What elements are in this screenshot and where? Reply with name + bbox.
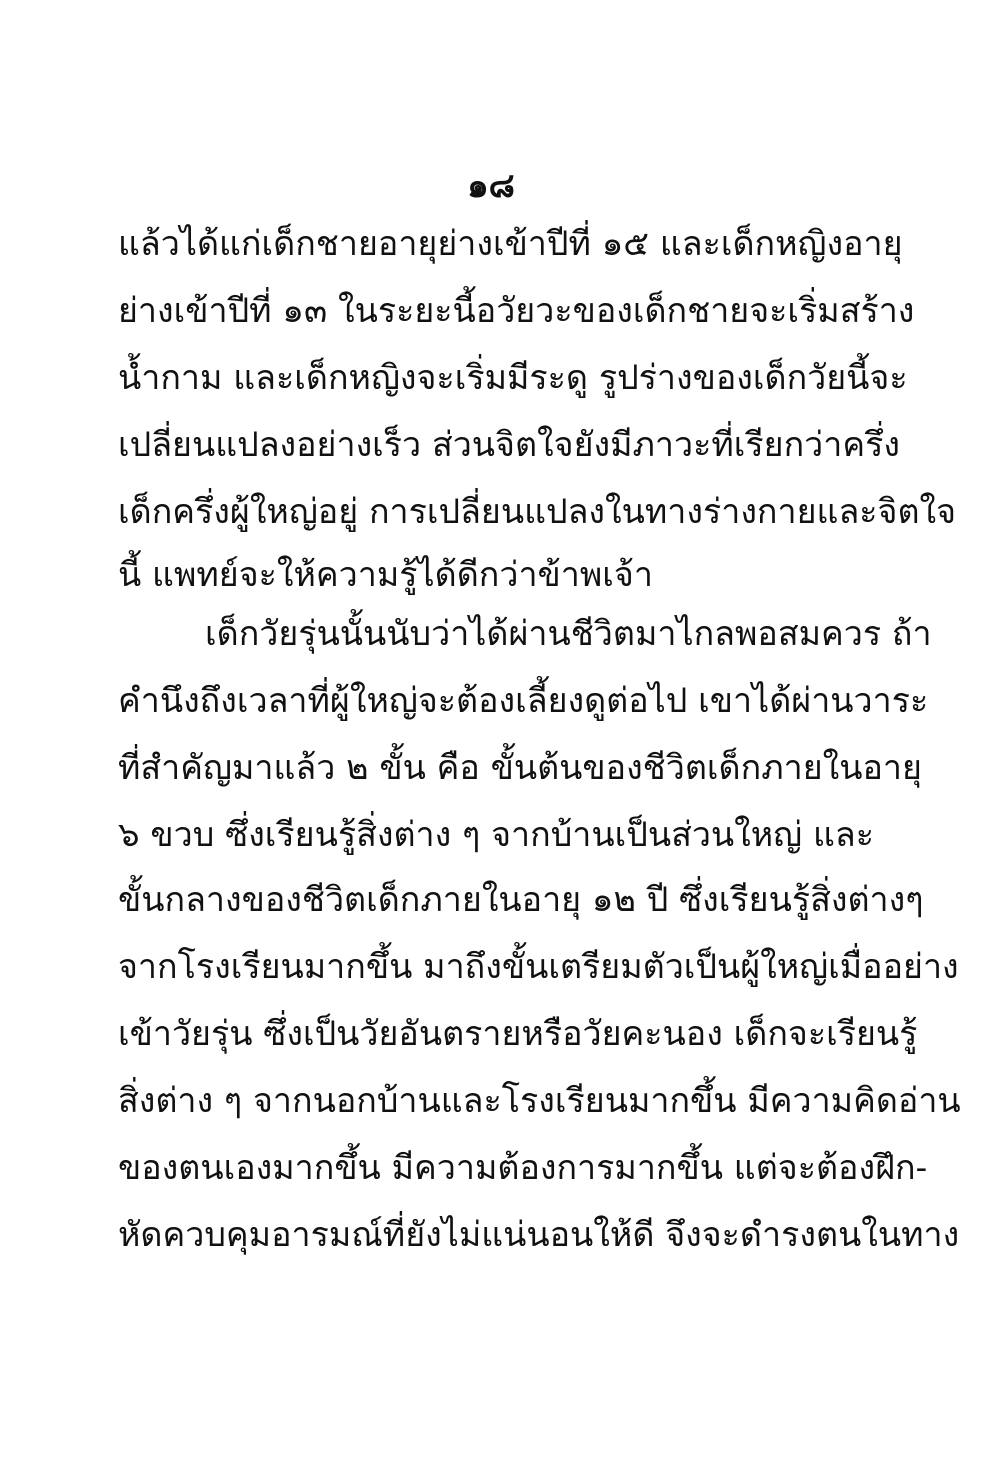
paragraph-first-line: เด็กวัยรุ่นนั้นนับว่าได้ผ่านชีวิตมาไกลพอสมควร ถ้า: [205, 614, 932, 654]
text-line: สิ่งต่าง ๆ จากนอกบ้านและโรงเรียนมากขึ้น มีความคิดอ่าน: [118, 1081, 961, 1121]
text-line: ขั้นกลางของชีวิตเด็กภายในอายุ ๑๒ ปี ซึ่งเรียนรู้สิ่งต่างๆ: [118, 880, 924, 920]
text-line: ๖ ขวบ ซึ่งเรียนรู้สิ่งต่าง ๆ จากบ้านเป็นส่วนใหญ่ และ: [118, 815, 874, 855]
text-line: หัดควบคุมอารมณ์ที่ยังไม่แน่นอนให้ดี จึงจะดำรงตนในทาง: [118, 1215, 960, 1255]
page-number: ๑๘: [467, 166, 515, 206]
text-line: น้ำกาม และเด็กหญิงจะเริ่มมีระดู รูปร่างของเด็กวัยนี้จะ: [118, 358, 908, 398]
text-line: คำนึงถึงเวลาที่ผู้ใหญ่จะต้องเลี้ยงดูต่อไป เขาได้ผ่านวาระ: [118, 681, 929, 721]
text-line: เปลี่ยนแปลงอย่างเร็ว ส่วนจิตใจยังมีภาวะที่เรียกว่าครึ่ง: [118, 425, 900, 465]
text-line: เข้าวัยรุ่น ซึ่งเป็นวัยอันตรายหรือวัยคะนอง เด็กจะเรียนรู้: [118, 1014, 918, 1054]
text-line: เด็กครึ่งผู้ใหญ่อยู่ การเปลี่ยนแปลงในทางร่างกายและจิตใจ: [118, 492, 957, 532]
text-line: แล้วได้แก่เด็กชายอายุย่างเข้าปีที่ ๑๕ และเด็กหญิงอายุ: [118, 224, 903, 264]
paragraph-end-line: นี้ แพทย์จะให้ความรู้ได้ดีกว่าข้าพเจ้า: [118, 555, 653, 595]
text-line: ของตนเองมากขึ้น มีความต้องการมากขึ้น แต่จะต้องฝึก-: [118, 1148, 928, 1188]
text-line: ที่สำคัญมาแล้ว ๒ ขั้น คือ ขั้นต้นของชีวิตเด็กภายในอายุ: [118, 748, 922, 788]
text-line: จากโรงเรียนมากขึ้น มาถึงขั้นเตรียมตัวเป็นผู้ใหญ่เมื่ออย่าง: [118, 947, 959, 987]
text-line: ย่างเข้าปีที่ ๑๓ ในระยะนี้อวัยวะของเด็กชายจะเริ่มสร้าง: [118, 291, 915, 331]
